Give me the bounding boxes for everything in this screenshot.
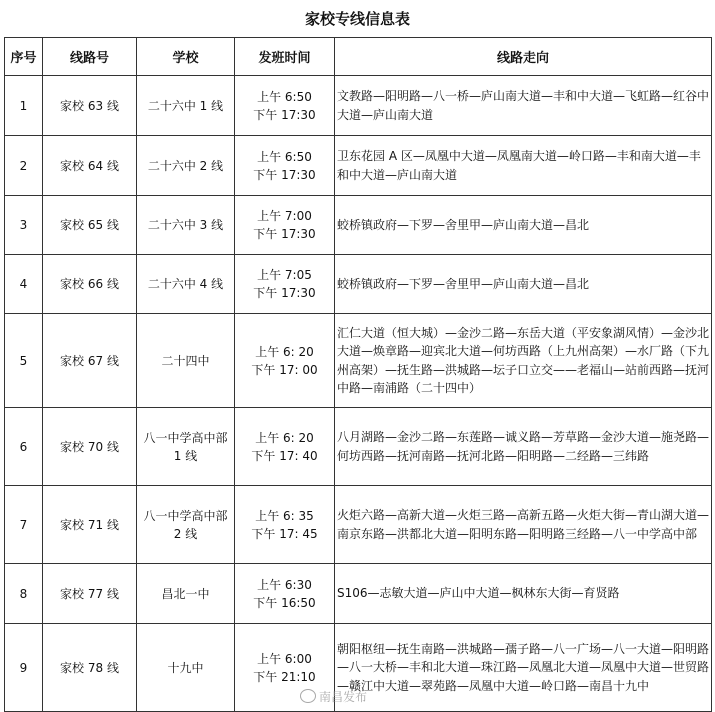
cell-line: 家校 71 线 bbox=[43, 486, 137, 564]
cell-route: 朝阳枢纽—抚生南路—洪城路—孺子路—八一广场—八一大道—阳明路—八一大桥—丰和北大道—珠江路—凤凰北大道—凤凰中大道—世贸路—赣江中大道—翠苑路—凤凰中大道—岭口路—南昌十九中 bbox=[335, 624, 712, 712]
cell-time bbox=[235, 76, 335, 136]
cell-route: 文教路—阳明路—八一桥—庐山南大道—丰和中大道—飞虹路—红谷中大道—庐山南大道 bbox=[335, 76, 712, 136]
time-am: 上午 6:00 bbox=[257, 651, 312, 666]
cell-line: 家校 64 线 bbox=[43, 136, 137, 196]
cell-line: 家校 66 线 bbox=[43, 255, 137, 314]
cell-route: 蛟桥镇政府—下罗—舍里甲—庐山南大道—昌北 bbox=[335, 196, 712, 255]
cell-school: 昌北一中 bbox=[137, 564, 235, 624]
time-am: 上午 7:00 bbox=[257, 209, 312, 223]
table-row bbox=[5, 136, 712, 196]
time-am: 上午 6:50 bbox=[257, 89, 312, 104]
cell-line: 家校 78 线 bbox=[43, 624, 137, 712]
watermark-text: 南昌发布 bbox=[319, 690, 368, 704]
bus-line-table bbox=[4, 37, 712, 712]
cell-time bbox=[235, 314, 335, 408]
weibo-icon bbox=[300, 689, 316, 703]
cell-line: 家校 63 线 bbox=[43, 76, 137, 136]
cell-no: 2 bbox=[5, 136, 43, 196]
time-pm: 下午 16:50 bbox=[253, 595, 316, 610]
cell-no: 8 bbox=[5, 564, 43, 624]
cell-time bbox=[235, 408, 335, 486]
cell-line: 家校 70 线 bbox=[43, 408, 137, 486]
cell-route: 八月湖路—金沙二路—东莲路—诚义路—芳草路—金沙大道—施尧路—何坊西路—抚河南路—抚河北路—阳明路—二经路—三纬路 bbox=[335, 408, 712, 486]
cell-route: 蛟桥镇政府—下罗—舍里甲—庐山南大道—昌北 bbox=[335, 255, 712, 314]
time-am: 上午 7:05 bbox=[257, 268, 312, 282]
cell-school: 十九中 bbox=[137, 624, 235, 712]
time-pm: 下午 17:30 bbox=[253, 227, 316, 241]
table-title: 家校专线信息表 bbox=[304, 10, 410, 28]
cell-school: 八一中学高中部 1 线 bbox=[137, 408, 235, 486]
time-am: 上午 6: 20 bbox=[255, 344, 314, 359]
table-header-row bbox=[5, 38, 712, 76]
cell-line: 家校 77 线 bbox=[43, 564, 137, 624]
cell-time bbox=[235, 136, 335, 196]
cell-school: 二十四中 bbox=[137, 314, 235, 408]
header-line: 线路号 bbox=[43, 38, 137, 76]
cell-route: 卫东花园 A 区—凤凰中大道—凤凰南大道—岭口路—丰和南大道—丰和中大道—庐山南大道 bbox=[335, 136, 712, 196]
table-row bbox=[5, 76, 712, 136]
cell-no: 6 bbox=[5, 408, 43, 486]
cell-time bbox=[235, 564, 335, 624]
time-pm: 下午 17:30 bbox=[253, 286, 316, 300]
cell-line: 家校 65 线 bbox=[43, 196, 137, 255]
cell-route: 火炬六路—高新大道—火炬三路—高新五路—火炬大街—青山湖大道—南京东路—洪都北大道—阳明东路—阳明路三经路—八一中学高中部 bbox=[335, 486, 712, 564]
cell-route: 汇仁大道（恒大城）—金沙二路—东岳大道（平安象湖风情）—金沙北大道—焕章路—迎宾北大道—何坊西路（上九州高架）—水厂路（下九州高架）—抚生路—洪城路—坛子口立交——老福山—站前西路—抚河中路—南浦路（二十四中） bbox=[335, 314, 712, 408]
header-route: 线路走向 bbox=[335, 38, 712, 76]
cell-no: 9 bbox=[5, 624, 43, 712]
time-pm: 下午 21:10 bbox=[253, 669, 316, 684]
cell-line: 家校 67 线 bbox=[43, 314, 137, 408]
cell-school: 二十六中 1 线 bbox=[137, 76, 235, 136]
time-pm: 下午 17: 45 bbox=[251, 526, 318, 541]
time-pm: 下午 17:30 bbox=[253, 107, 316, 122]
table-row bbox=[5, 486, 712, 564]
table-row bbox=[5, 255, 712, 314]
cell-no: 4 bbox=[5, 255, 43, 314]
cell-no: 3 bbox=[5, 196, 43, 255]
time-am: 上午 6: 20 bbox=[255, 430, 314, 445]
cell-no: 5 bbox=[5, 314, 43, 408]
time-pm: 下午 17:30 bbox=[253, 167, 316, 182]
cell-school: 二十六中 3 线 bbox=[137, 196, 235, 255]
time-am: 上午 6:30 bbox=[257, 577, 312, 592]
cell-route: S106—志敏大道—庐山中大道—枫林东大街—育贤路 bbox=[335, 564, 712, 624]
header-school: 学校 bbox=[137, 38, 235, 76]
table-row bbox=[5, 196, 712, 255]
header-time: 发班时间 bbox=[235, 38, 335, 76]
cell-time bbox=[235, 255, 335, 314]
cell-school: 二十六中 2 线 bbox=[137, 136, 235, 196]
cell-time bbox=[235, 486, 335, 564]
time-pm: 下午 17: 00 bbox=[251, 362, 318, 377]
watermark bbox=[300, 688, 367, 706]
time-am: 上午 6: 35 bbox=[255, 508, 314, 523]
table-row bbox=[5, 314, 712, 408]
time-pm: 下午 17: 40 bbox=[251, 448, 318, 463]
table-row bbox=[5, 564, 712, 624]
time-am: 上午 6:50 bbox=[257, 149, 312, 164]
table-row bbox=[5, 408, 712, 486]
cell-no: 1 bbox=[5, 76, 43, 136]
cell-no: 7 bbox=[5, 486, 43, 564]
cell-time bbox=[235, 196, 335, 255]
header-no: 序号 bbox=[5, 38, 43, 76]
cell-school: 二十六中 4 线 bbox=[137, 255, 235, 314]
cell-school: 八一中学高中部 2 线 bbox=[137, 486, 235, 564]
